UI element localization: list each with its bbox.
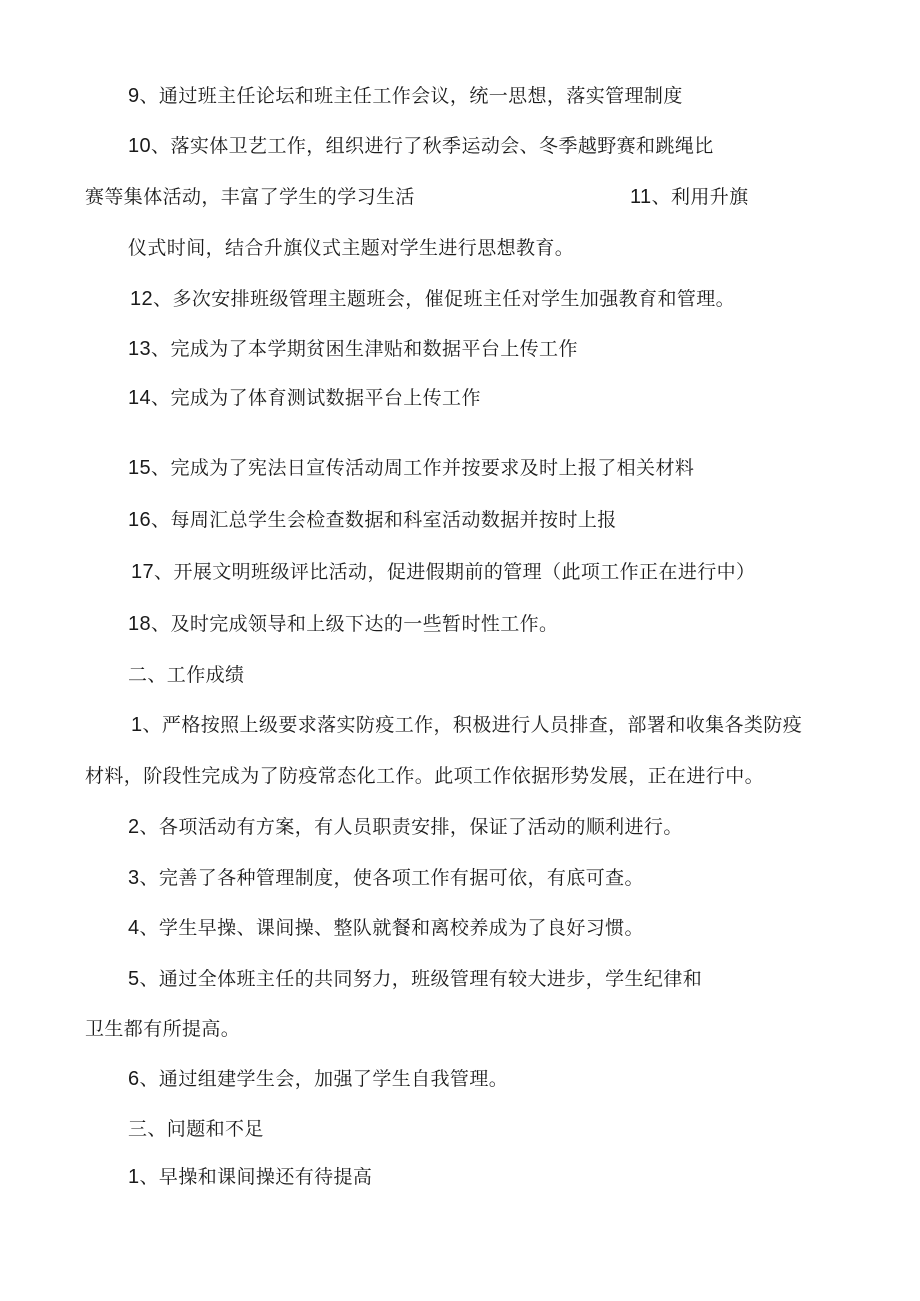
- item-number: 1: [128, 1166, 140, 1188]
- item-text: 、学生早操、课间操、整队就餐和离校养成为了良好习惯。: [139, 917, 644, 939]
- achievement-2: [128, 815, 683, 839]
- item-number: 13: [128, 338, 152, 360]
- item-text: 、每周汇总学生会检查数据和科室活动数据并按时上报: [151, 509, 617, 531]
- achievement-3: [128, 866, 644, 890]
- item-text: 、完成为了宪法日宣传活动周工作并按要求及时上报了相关材料: [151, 457, 695, 479]
- item-16: [128, 508, 617, 532]
- item-10: [128, 134, 714, 158]
- item-number: 12: [130, 288, 154, 310]
- item-15: [128, 456, 694, 480]
- item-text: 、通过全体班主任的共同努力，班级管理有较大进步，学生纪律和: [139, 968, 703, 990]
- item-number: 14: [128, 387, 152, 409]
- item-text: 、利用升旗: [651, 186, 749, 208]
- item-text: 、早操和课间操还有待提高: [139, 1166, 373, 1188]
- item-text: 、通过组建学生会，加强了学生自我管理。: [139, 1068, 509, 1090]
- section-heading-achievements: 二、工作成绩: [128, 664, 245, 686]
- item-9: [128, 84, 683, 108]
- item-text: 、落实体卫艺工作，组织进行了秋季运动会、冬季越野赛和跳绳比: [151, 135, 714, 157]
- item-12: [130, 287, 735, 311]
- item-text: 、完善了各种管理制度，使各项工作有据可依，有底可查。: [139, 867, 644, 889]
- item-text: 、多次安排班级管理主题班会，催促班主任对学生加强教育和管理。: [153, 288, 736, 310]
- section-heading-problems: 三、问题和不足: [128, 1118, 264, 1140]
- item-text: 、完成为了体育测试数据平台上传工作: [151, 387, 481, 409]
- item-number: 15: [128, 457, 152, 479]
- problem-1: [128, 1165, 372, 1189]
- item-text: 、及时完成领导和上级下达的一些暂时性工作。: [151, 613, 559, 635]
- item-number: 11: [630, 186, 652, 208]
- item-10-continuation: 赛等集体活动，丰富了学生的学习生活: [85, 186, 415, 208]
- item-number: 5: [128, 968, 140, 990]
- achievement-5: [128, 967, 702, 991]
- item-number: 6: [128, 1068, 140, 1090]
- item-number: 17: [131, 561, 155, 583]
- achievement-6: [128, 1067, 508, 1091]
- item-number: 10: [128, 135, 152, 157]
- item-text: 、各项活动有方案，有人员职责安排，保证了活动的顺利进行。: [139, 816, 683, 838]
- achievement-5-continuation: 卫生都有所提高。: [85, 1018, 241, 1040]
- item-18: [128, 612, 558, 636]
- item-number: 4: [128, 917, 140, 939]
- item-13: [128, 337, 578, 361]
- item-number: 1: [131, 714, 143, 736]
- achievement-1-continuation: 材料，阶段性完成为了防疫常态化工作。此项工作依据形势发展，正在进行中。: [85, 765, 765, 787]
- item-number: 2: [128, 816, 140, 838]
- item-14: [128, 386, 481, 410]
- item-number: 16: [128, 509, 152, 531]
- achievement-4: [128, 916, 644, 940]
- item-text: 、严格按照上级要求落实防疫工作，积极进行人员排查，部署和收集各类防疫: [142, 714, 803, 736]
- item-11-continuation: 仪式时间，结合升旗仪式主题对学生进行思想教育。: [128, 237, 575, 259]
- item-17: [131, 560, 755, 584]
- item-number: 3: [128, 867, 140, 889]
- achievement-1: [131, 713, 802, 737]
- item-text: 、完成为了本学期贫困生津贴和数据平台上传工作: [151, 338, 578, 360]
- item-number: 9: [128, 85, 140, 107]
- item-text: 、开展文明班级评比活动，促进假期前的管理（此项工作正在进行中）: [154, 561, 756, 583]
- item-number: 18: [128, 613, 152, 635]
- item-11: [630, 185, 749, 209]
- item-text: 、通过班主任论坛和班主任工作会议，统一思想，落实管理制度: [139, 85, 683, 107]
